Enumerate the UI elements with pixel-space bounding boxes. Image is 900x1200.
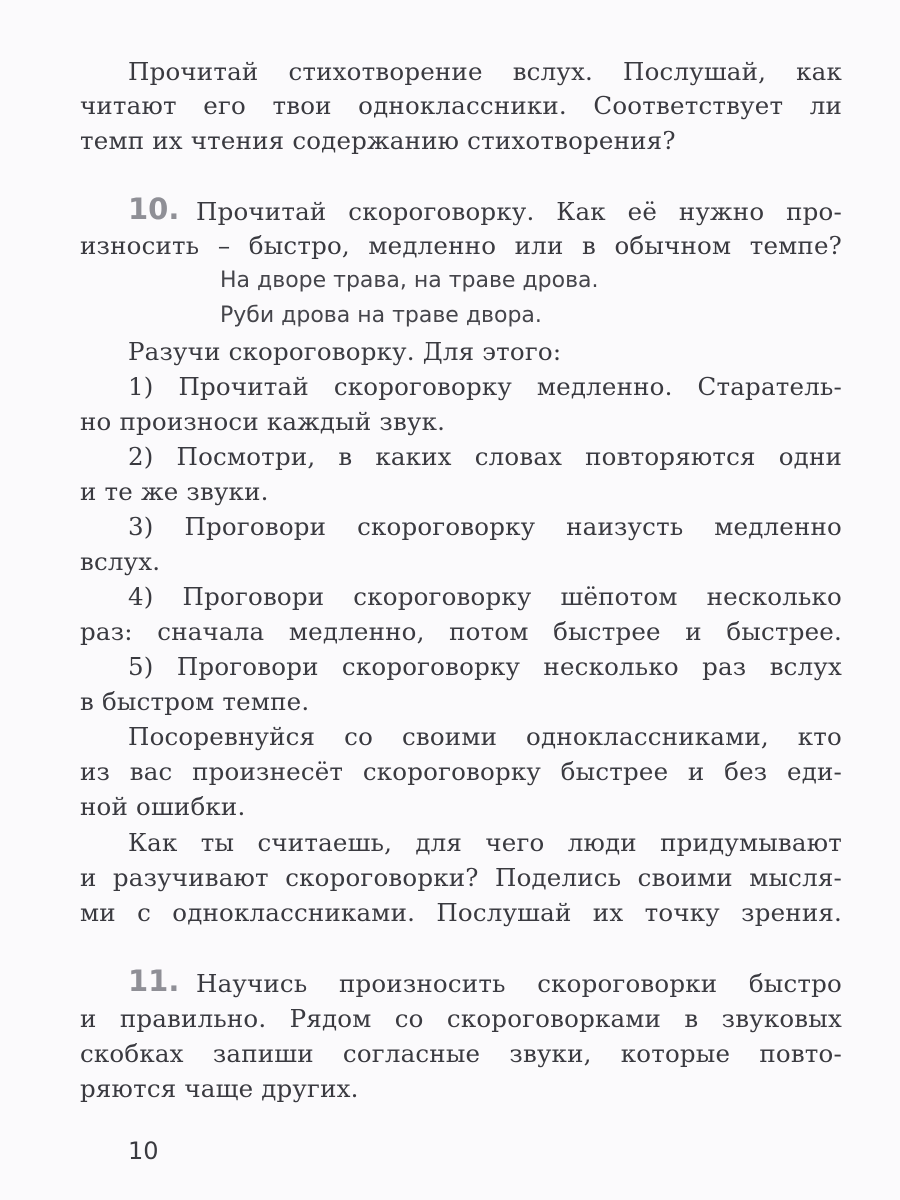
- task-number: 11.: [128, 964, 180, 998]
- text-line: Посоревнуйся со своими одноклассниками, кто: [128, 722, 842, 751]
- step-line: 5) Проговори скороговорку несколько раз вслух: [128, 652, 842, 681]
- step-line: 1) Прочитай скороговорку медленно. Старатель-: [128, 372, 842, 401]
- text-line: из вас произнесёт скороговорку быстрее и без еди-: [80, 757, 842, 786]
- step-line: 2) Посмотри, в каких словах повторяются одни: [128, 442, 842, 471]
- text-line: Прочитай стихотворение вслух. Послушай, как: [128, 57, 842, 86]
- step-line: и те же звуки.: [80, 477, 269, 506]
- text-line: ми с одноклассниками. Послушай их точку зрения.: [80, 898, 842, 927]
- text-line: скобках запиши согласные звуки, которые повто-: [80, 1039, 842, 1068]
- text-line: ной ошибки.: [80, 792, 246, 821]
- text-line: ряются чаще других.: [80, 1074, 359, 1103]
- text-line: и разучивают скороговорки? Поделись своими мысля-: [80, 863, 842, 892]
- text-line: Прочитай скороговорку. Как её нужно про-: [196, 197, 842, 226]
- poem-line: На дворе трава, на траве дрова.: [220, 268, 599, 293]
- step-line: раз: сначала медленно, потом быстрее и быстрее.: [80, 617, 842, 646]
- text-line: читают его твои одноклассники. Соответствует ли: [80, 91, 842, 120]
- step-line: 3) Проговори скороговорку наизусть медленно: [128, 512, 842, 541]
- text-line: Научись произносить скороговорки быстро: [196, 969, 842, 998]
- text-line: Разучи скороговорку. Для этого:: [128, 337, 562, 366]
- text-line: износить – быстро, медленно или в обычном темпе?: [80, 231, 842, 260]
- text-line: Как ты считаешь, для чего люди придумывают: [128, 828, 842, 857]
- step-line: вслух.: [80, 547, 161, 576]
- page-number: 10: [128, 1137, 159, 1165]
- poem-line: Руби дрова на траве двора.: [220, 303, 542, 328]
- task-number: 10.: [128, 192, 180, 226]
- step-line: но произноси каждый звук.: [80, 407, 446, 436]
- text-line: темп их чтения содержанию стихотворения?: [80, 126, 676, 155]
- step-line: 4) Проговори скороговорку шёпотом несколько: [128, 582, 842, 611]
- text-line: и правильно. Рядом со скороговорками в звуковых: [80, 1004, 842, 1033]
- step-line: в быстром темпе.: [80, 687, 310, 716]
